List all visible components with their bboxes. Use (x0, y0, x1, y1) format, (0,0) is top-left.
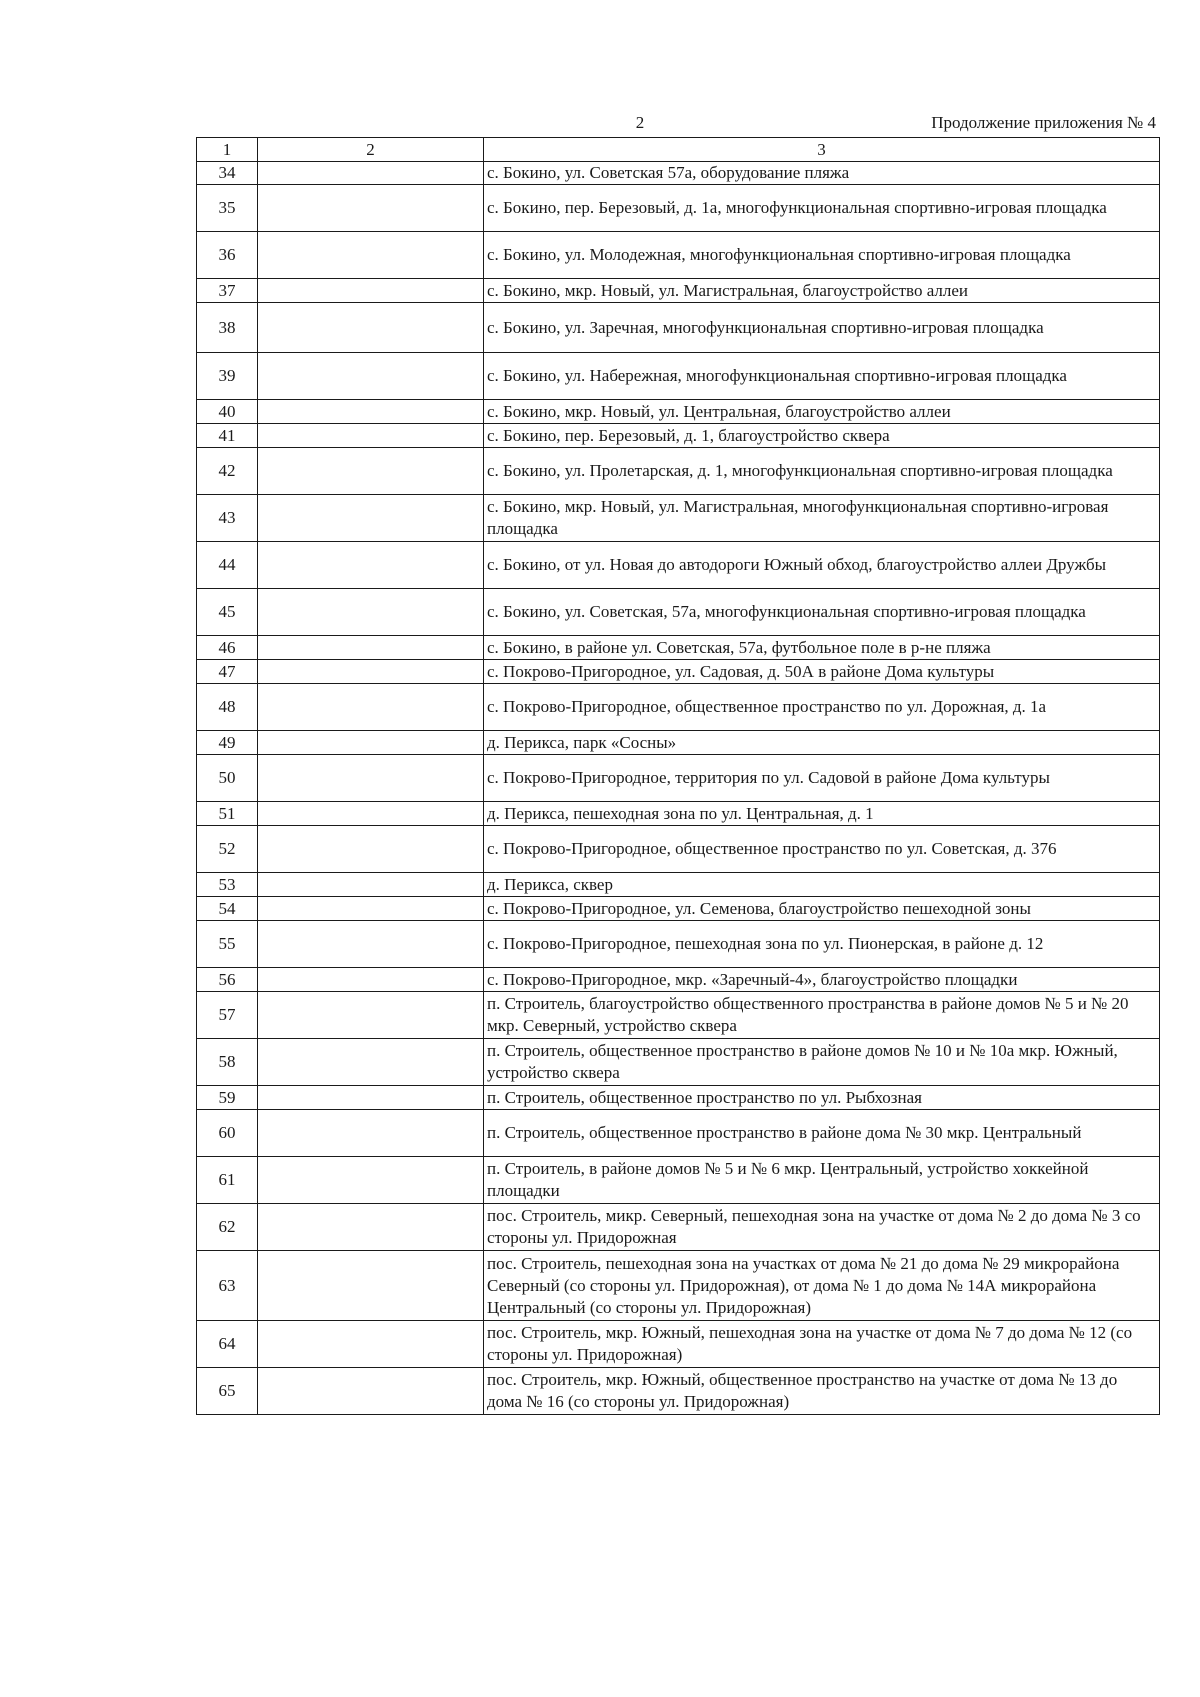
row-col2 (258, 162, 484, 185)
row-col2 (258, 1086, 484, 1110)
row-col2 (258, 185, 484, 232)
row-number: 51 (197, 802, 258, 826)
row-number: 42 (197, 448, 258, 495)
row-description: с. Бокино, от ул. Новая до автодороги Южный обход, благоустройство аллеи Дружбы (484, 542, 1160, 589)
row-description: с. Покрово-Пригородное, общественное пространство по ул. Дорожная, д. 1а (484, 684, 1160, 731)
row-number: 41 (197, 424, 258, 448)
row-number: 49 (197, 731, 258, 755)
row-number: 52 (197, 826, 258, 873)
table-row (197, 353, 1160, 400)
row-number: 50 (197, 755, 258, 802)
row-number: 35 (197, 185, 258, 232)
row-number: 65 (197, 1368, 258, 1415)
row-description: с. Бокино, ул. Молодежная, многофункциональная спортивно-игровая площадка (484, 232, 1160, 279)
row-number: 61 (197, 1157, 258, 1204)
row-col2 (258, 353, 484, 400)
table-row (197, 826, 1160, 873)
table-row (197, 1368, 1160, 1415)
continuation-header: Продолжение приложения № 4 (931, 113, 1156, 132)
row-col2 (258, 1039, 484, 1086)
row-number: 55 (197, 921, 258, 968)
row-number: 36 (197, 232, 258, 279)
row-description: пос. Строитель, мкр. Южный, общественное пространство на участке от дома № 13 до дома № 16 (со стороны ул. Придорожная) (484, 1368, 1160, 1415)
table-row (197, 232, 1160, 279)
objects-table (196, 137, 1160, 1415)
row-col2 (258, 873, 484, 897)
table-header-row (197, 138, 1160, 162)
row-description: пос. Строитель, микр. Северный, пешеходная зона на участке от дома № 2 до дома № 3 со стороны ул. Придорожная (484, 1204, 1160, 1251)
table-row (197, 542, 1160, 589)
table-row (197, 921, 1160, 968)
row-description: п. Строитель, общественное пространство в районе дома № 30 мкр. Центральный (484, 1110, 1160, 1157)
row-number: 47 (197, 660, 258, 684)
table-row (197, 660, 1160, 684)
row-description: с. Бокино, ул. Советская 57а, оборудование пляжа (484, 162, 1160, 185)
row-description: с. Бокино, пер. Березовый, д. 1а, многофункциональная спортивно-игровая площадка (484, 185, 1160, 232)
row-description: п. Строитель, в районе домов № 5 и № 6 мкр. Центральный, устройство хоккейной площадки (484, 1157, 1160, 1204)
row-col2 (258, 731, 484, 755)
table-row (197, 636, 1160, 660)
row-description: с. Покрово-Пригородное, мкр. «Заречный-4», благоустройство площадки (484, 968, 1160, 992)
row-description: д. Перикса, парк «Сосны» (484, 731, 1160, 755)
row-number: 54 (197, 897, 258, 921)
row-col2 (258, 424, 484, 448)
table-row (197, 448, 1160, 495)
row-col2 (258, 232, 484, 279)
table-row (197, 589, 1160, 636)
row-description: с. Бокино, ул. Пролетарская, д. 1, многофункциональная спортивно-игровая площадка (484, 448, 1160, 495)
row-description: с. Покрово-Пригородное, общественное пространство по ул. Советская, д. 376 (484, 826, 1160, 873)
row-description: с. Покрово-Пригородное, пешеходная зона по ул. Пионерская, в районе д. 12 (484, 921, 1160, 968)
row-col2 (258, 303, 484, 353)
row-col2 (258, 826, 484, 873)
row-number: 62 (197, 1204, 258, 1251)
row-description: с. Покрово-Пригородное, территория по ул. Садовой в районе Дома культуры (484, 755, 1160, 802)
row-number: 57 (197, 992, 258, 1039)
table-row (197, 873, 1160, 897)
row-col2 (258, 1110, 484, 1157)
table-row (197, 992, 1160, 1039)
table-row (197, 400, 1160, 424)
row-number: 38 (197, 303, 258, 353)
row-col2 (258, 1157, 484, 1204)
row-description: с. Бокино, ул. Заречная, многофункциональная спортивно-игровая площадка (484, 303, 1160, 353)
row-description: с. Покрово-Пригородное, ул. Семенова, благоустройство пешеходной зоны (484, 897, 1160, 921)
row-col2 (258, 684, 484, 731)
table-row (197, 755, 1160, 802)
row-col2 (258, 802, 484, 826)
row-col2 (258, 1368, 484, 1415)
table-row (197, 802, 1160, 826)
row-number: 39 (197, 353, 258, 400)
row-description: п. Строитель, общественное пространство по ул. Рыбхозная (484, 1086, 1160, 1110)
row-number: 59 (197, 1086, 258, 1110)
row-col2 (258, 542, 484, 589)
row-description: п. Строитель, благоустройство общественного пространства в районе домов № 5 и № 20 мкр. Северный, устройство сквера (484, 992, 1160, 1039)
row-number: 43 (197, 495, 258, 542)
row-number: 40 (197, 400, 258, 424)
table-row (197, 731, 1160, 755)
row-number: 37 (197, 279, 258, 303)
row-description: с. Бокино, пер. Березовый, д. 1, благоустройство сквера (484, 424, 1160, 448)
page-number: 2 (635, 113, 645, 132)
table-row (197, 185, 1160, 232)
row-description: с. Бокино, мкр. Новый, ул. Магистральная, многофункциональная спортивно-игровая площадка (484, 495, 1160, 542)
row-number: 64 (197, 1321, 258, 1368)
table-row (197, 303, 1160, 353)
row-col2 (258, 1204, 484, 1251)
table-body (197, 162, 1160, 1415)
table-row (197, 968, 1160, 992)
row-col2 (258, 589, 484, 636)
row-description: с. Покрово-Пригородное, ул. Садовая, д. 50А в районе Дома культуры (484, 660, 1160, 684)
table-row (197, 424, 1160, 448)
row-description: с. Бокино, ул. Советская, 57а, многофункциональная спортивно-игровая площадка (484, 589, 1160, 636)
row-col2 (258, 660, 484, 684)
row-col2 (258, 495, 484, 542)
column-header-3: 3 (484, 138, 1160, 162)
row-number: 44 (197, 542, 258, 589)
row-number: 46 (197, 636, 258, 660)
row-col2 (258, 448, 484, 495)
table-row (197, 1157, 1160, 1204)
table-row (197, 495, 1160, 542)
row-number: 58 (197, 1039, 258, 1086)
table-row (197, 897, 1160, 921)
table-row (197, 1110, 1160, 1157)
row-description: с. Бокино, в районе ул. Советская, 57а, футбольное поле в р-не пляжа (484, 636, 1160, 660)
row-col2 (258, 897, 484, 921)
row-description: д. Перикса, пешеходная зона по ул. Центральная, д. 1 (484, 802, 1160, 826)
row-number: 56 (197, 968, 258, 992)
row-col2 (258, 1321, 484, 1368)
table-row (197, 162, 1160, 185)
row-col2 (258, 400, 484, 424)
row-number: 53 (197, 873, 258, 897)
row-col2 (258, 755, 484, 802)
table-row (197, 1251, 1160, 1321)
row-col2 (258, 1251, 484, 1321)
row-col2 (258, 279, 484, 303)
row-description: с. Бокино, ул. Набережная, многофункциональная спортивно-игровая площадка (484, 353, 1160, 400)
column-header-1: 1 (197, 138, 258, 162)
row-description: пос. Строитель, пешеходная зона на участках от дома № 21 до дома № 29 микрорайона Северный (со стороны ул. Придорожная), от дома № 1 до дома № 14А микрорайона Центральный (со стороны ул. Придорожная) (484, 1251, 1160, 1321)
table-row (197, 1321, 1160, 1368)
row-col2 (258, 968, 484, 992)
row-description: д. Перикса, сквер (484, 873, 1160, 897)
table-row (197, 1086, 1160, 1110)
row-number: 45 (197, 589, 258, 636)
row-col2 (258, 992, 484, 1039)
row-number: 48 (197, 684, 258, 731)
table-row (197, 279, 1160, 303)
table-row (197, 684, 1160, 731)
column-header-2: 2 (258, 138, 484, 162)
row-description: пос. Строитель, мкр. Южный, пешеходная зона на участке от дома № 7 до дома № 12 (со стороны ул. Придорожная) (484, 1321, 1160, 1368)
row-col2 (258, 636, 484, 660)
row-description: с. Бокино, мкр. Новый, ул. Магистральная, благоустройство аллеи (484, 279, 1160, 303)
row-description: п. Строитель, общественное пространство в районе домов № 10 и № 10а мкр. Южный, устройство сквера (484, 1039, 1160, 1086)
row-number: 60 (197, 1110, 258, 1157)
row-number: 34 (197, 162, 258, 185)
row-col2 (258, 921, 484, 968)
row-description: с. Бокино, мкр. Новый, ул. Центральная, благоустройство аллеи (484, 400, 1160, 424)
table-row (197, 1204, 1160, 1251)
row-number: 63 (197, 1251, 258, 1321)
table-row (197, 1039, 1160, 1086)
